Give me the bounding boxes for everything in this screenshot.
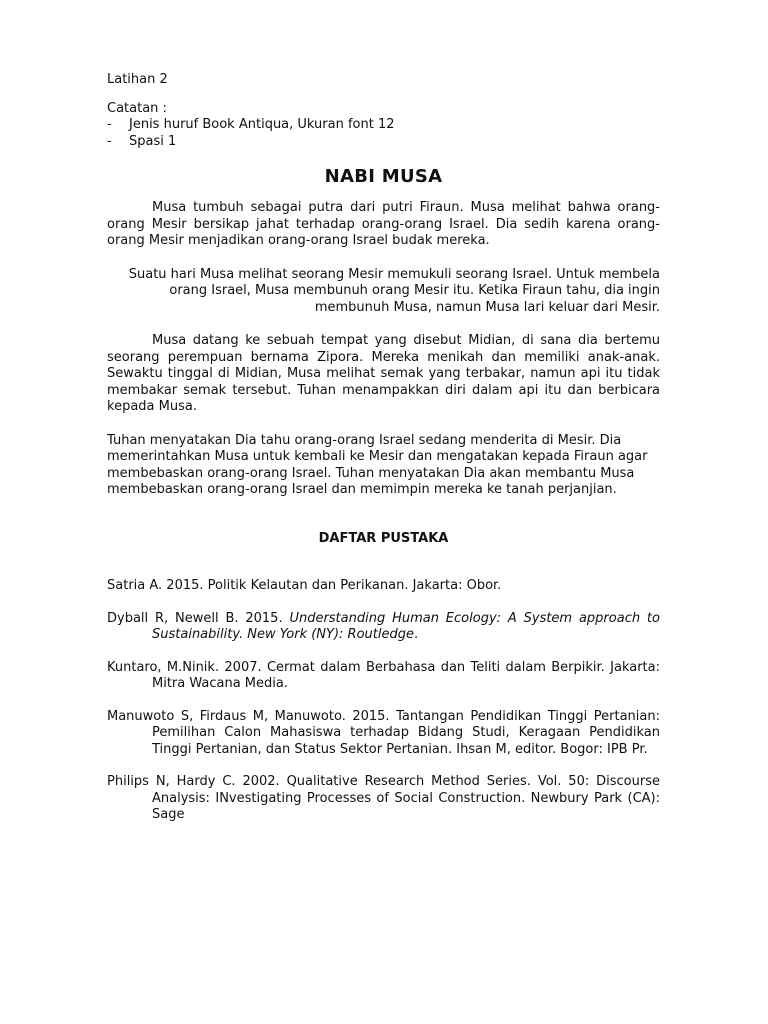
document-page	[107, 72, 660, 840]
reference-tail: .	[414, 627, 419, 642]
reference-item	[107, 709, 660, 759]
reference-text: Philips N, Hardy C. 2002. Qualitative Research Method Series. Vol. 50: Discourse Analysis: INvestigating Processes of Social Construction. Newbury Park (CA): Sage	[107, 774, 660, 822]
article-paragraph: Musa datang ke sebuah tempat yang disebut Midian, di sana dia bertemu seorang perempuan bernama Zipora. Mereka menikah dan memiliki anak-anak. Sewaktu tinggal di Midian, Musa melihat semak yang terbakar, namun api itu tidak membakar semak tersebut. Tuhan menampakkan diri dalam api itu dan berbicara kepada Musa.	[107, 333, 660, 414]
article-title: NABI MUSA	[324, 166, 443, 187]
note-dash: -	[107, 117, 112, 132]
article-paragraph: Tuhan menyatakan Dia tahu orang-orang Israel sedang menderita di Mesir. Dia memerintahkan Musa untuk kembali ke Mesir dan mengatakan kepada Firaun agar membebaskan orang-orang Israel. Tuhan menyatakan Dia akan membantu Musa membebaskan orang-orang Israel dan memimpin mereka ke tanah perjanjian.	[107, 432, 648, 497]
reference-item	[107, 660, 660, 693]
note-text: Spasi 1	[129, 133, 177, 149]
note-dash: -	[107, 133, 112, 149]
reference-text: Satria A. 2015. Politik Kelautan dan Perikanan. Jakarta: Obor.	[107, 578, 502, 593]
reference-item	[107, 774, 660, 824]
reference-item	[107, 611, 660, 644]
note-text: Jenis huruf Book Antiqua, Ukuran font 12	[129, 117, 395, 132]
reference-text: Kuntaro, M.Ninik. 2007. Cermat dalam Berbahasa dan Teliti dalam Berpikir. Jakarta: Mitra Wacana Media.	[107, 659, 660, 691]
reference-item	[107, 578, 660, 595]
references-title: DAFTAR PUSTAKA	[318, 530, 449, 546]
note-item	[107, 134, 660, 151]
notes-label: Catatan :	[107, 100, 167, 116]
article-paragraph: Suatu hari Musa melihat seorang Mesir memukuli seorang Israel. Untuk membela orang Israel, Musa membunuh orang Mesir itu. Ketika Firaun tahu, dia ingin membunuh Musa, namun Musa lari keluar dari Mesir.	[128, 266, 660, 315]
reference-italic-text: Understanding Human Ecology: A System approach to Sustainability. New York (NY): Routledge	[152, 610, 660, 642]
note-item	[107, 117, 660, 134]
reference-text: Manuwoto S, Firdaus M, Manuwoto. 2015. Tantangan Pendidikan Tinggi Pertanian: Pemilihan Calon Mahasiswa terhadap Bidang Studi, Keragaan Pendidikan Tinggi Pertanian, dan Status Sektor Pertanian. Ihsan M, editor. Bogor: IPB Pr.	[107, 708, 660, 757]
reference-text: Dyball R, Newell B. 2015.	[107, 610, 290, 626]
article-paragraph: Musa tumbuh sebagai putra dari putri Firaun. Musa melihat bahwa orang-orang Mesir bersikap jahat terhadap orang-orang Israel. Dia sedih karena orang-orang Mesir menjadikan orang-orang Israel budak mereka.	[107, 200, 660, 248]
exercise-label: Latihan 2	[107, 72, 168, 87]
